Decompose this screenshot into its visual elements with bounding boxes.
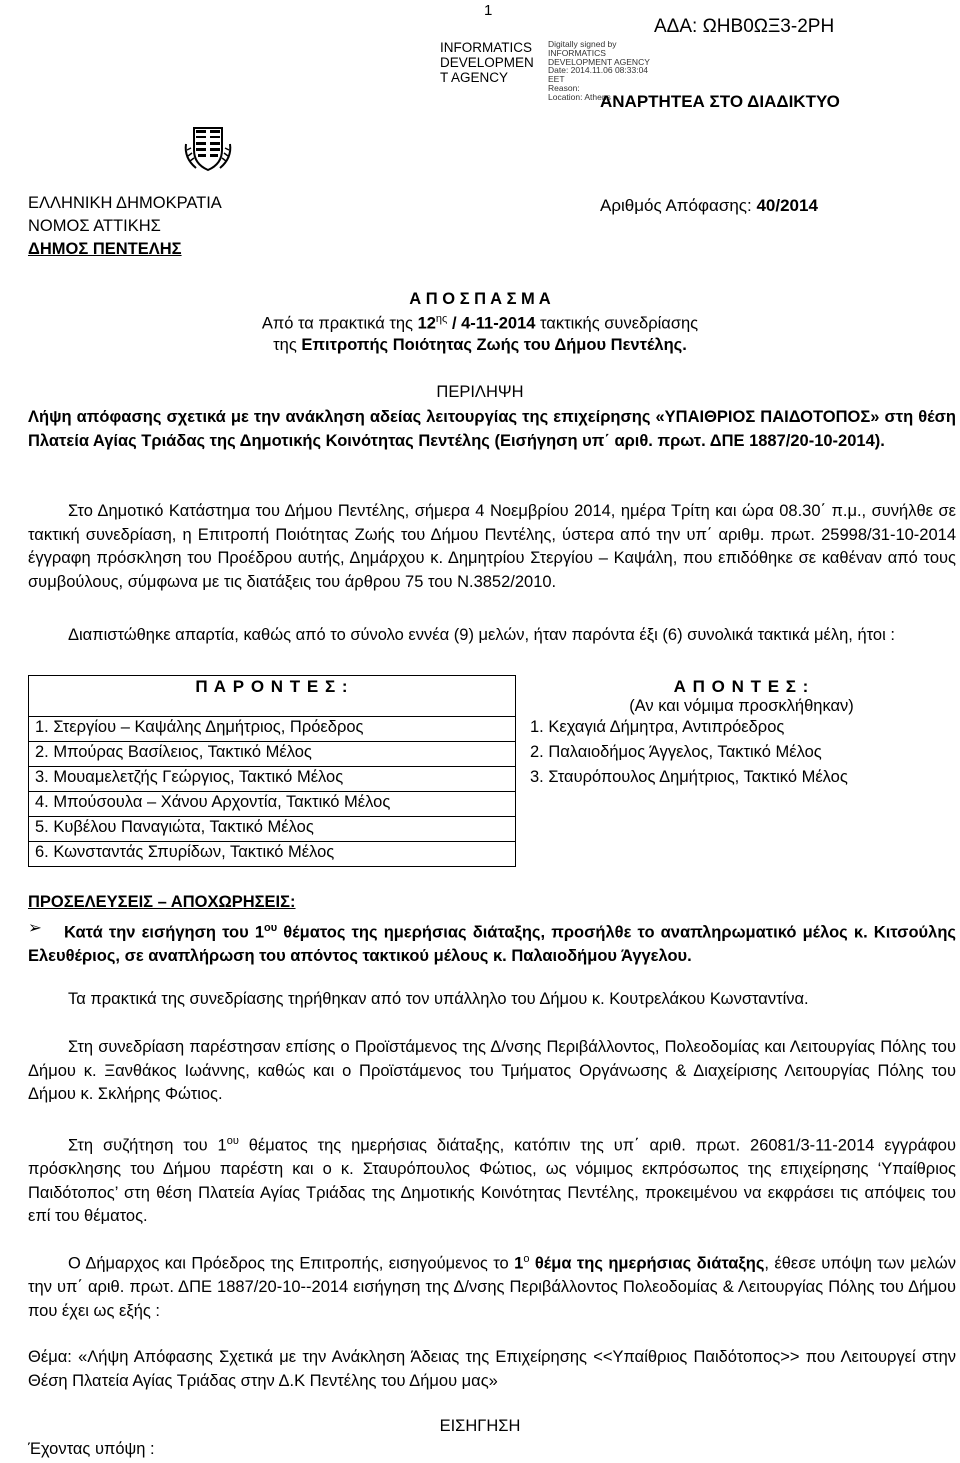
absent-member: 2. Παλαιοδήμος Άγγελος, Τακτικό Μέλος (530, 742, 822, 761)
considering-label: Έχοντας υπόψη : (28, 1440, 155, 1458)
present-also-paragraph: Στη συνεδρίαση παρέστησαν επίσης ο Προϊστάμενος της Δ/νσης Περιβάλλοντος, Πολεοδομίας και Λειτουργίας Πόλης του Δήμου κ. Ξανθάκος Ιωάννης, καθώς και ο Προϊστάμενος του Τμήματος Οργάνωσης & Διαχείρισης Λειτουργίας Πόλης του Δήμου κ. Σκλήρης Φώτιος. (28, 1038, 956, 1103)
decision-number (600, 196, 818, 216)
signature-line: Date: 2014.11.06 08:33:04 (548, 65, 649, 76)
proposal-title: ΕΙΣΗΓΗΣΗ (439, 1417, 521, 1435)
present-header: Π Α Ρ Ο Ν Τ Ε Σ : (29, 676, 516, 717)
extract-line-2 (0, 336, 960, 355)
table-row (29, 767, 960, 792)
table-row (29, 717, 960, 742)
header-prefecture: ΝΟΜΟΣ ΑΤΤΙΚΗΣ (28, 217, 161, 235)
committee-name: Επιτροπής Ποιότητας Ζωής του Δήμου Πεντέλης. (301, 336, 687, 354)
post-notice: ΑΝΑΡΤΗΤΕΑ ΣΤΟ ΔΙΑΔΙΚΤΥΟ (600, 92, 840, 111)
minutes-paragraph: Τα πρακτικά της συνεδρίασης τηρήθηκαν από τον υπάλληλο του Δήμου κ. Κουτρελάκου Κωνσταντίνα. (68, 990, 809, 1008)
intro-paragraph: Στο Δημοτικό Κατάστημα του Δήμου Πεντέλης, σήμερα 4 Νοεμβρίου 2014, ημέρα Τρίτη και ώρα 08.30΄ π.μ., συνήλθε σε τακτική συνεδρίαση, η Επιτροπή Ποιότητας Ζωής του Δήμου Πεντέλης, ύστερα από την υπ΄ αριθμ. πρωτ. 25998/31-10-2014 έγγραφη πρόσκληση του Προέδρου αυτής, Δημάρχου κ. Δημητρίου Στεργίου – Καψάλη, που επιδόθηκε σε καθέναν από τους συμβούλους, σύμφωνα με τις διατάξεις του άρθρου 75 του Ν.3852/2010. (28, 502, 956, 591)
summary-text: Λήψη απόφασης σχετικά με την ανάκληση αδείας λειτουργίας της επιχείρησης «ΥΠΑΙΘΡΙΟΣ ΠΑΙΔΟΤΟΠΟΣ» στη θέση Πλατεία Αγίας Τριάδας της Δημοτικής Κοινότητας Πεντέλης (Εισήγηση υπ΄ αριθ. πρωτ. ΔΠΕ 1887/20-10-2014). (28, 408, 956, 450)
present-member: 6. Κωνσταντάς Σπυρίδων, Τακτικό Μέλος (29, 842, 516, 867)
absent-member: 3. Σταυρόπουλος Δημήτριος, Τακτικό Μέλος (530, 767, 848, 786)
summary-title: ΠΕΡΙΛΗΨΗ (436, 383, 524, 401)
session-sup: ης (435, 313, 448, 325)
absent-member (516, 792, 960, 817)
absent-note: (Αν και νόμιμα προσκλήθηκαν) (629, 696, 854, 715)
present-member: 5. Κυβέλου Παναγιώτα, Τακτικό Μέλος (29, 817, 516, 842)
absent-member: 1. Κεχαγιά Δήμητρα, Αντιπρόεδρος (530, 717, 785, 736)
arrivals-title: ΠΡΟΣΕΛΕΥΣΕΙΣ – ΑΠΟΧΩΡΗΣΕΙΣ: (28, 893, 296, 911)
signature-line: Location: Athens (548, 91, 611, 102)
table-row (29, 792, 960, 817)
header-republic: ΕΛΛΗΝΙΚΗ ΔΗΜΟΚΡΑΤΙΑ (28, 194, 222, 212)
signature-line: Digitally signed by (548, 39, 617, 49)
members-table (28, 675, 960, 867)
extract-line-1 (0, 313, 960, 334)
table-row (29, 842, 960, 867)
arrow-bullet-icon: ➢ (28, 919, 42, 937)
quorum-paragraph: Διαπιστώθηκε απαρτία, καθώς από το σύνολο εννέα (9) μελών, ήταν παρόντα έξι (6) συνολικά τακτικά μέλη, ήτοι : (68, 626, 895, 644)
extract-line-1-text: Από τα πρακτικά της (261, 314, 413, 333)
page-number: 1 (484, 2, 493, 19)
header-municipality: ΔΗΜΟΣ ΠΕΝΤΕΛΗΣ (28, 240, 182, 258)
session-type: τακτικής συνεδρίασης (540, 314, 699, 333)
signature-line: Reason: (548, 82, 580, 93)
session-number: 12 (417, 314, 436, 333)
table-row (29, 742, 960, 767)
absent-member (516, 817, 960, 842)
extract-line-2-text: της (273, 336, 297, 354)
present-member: 2. Μπούρας Βασίλειος, Τακτικό Μέλος (29, 742, 516, 767)
ada-code: ΑΔΑ: ΩΗΒ0ΩΞ3-2ΡΗ (654, 16, 835, 37)
absent-member (516, 842, 960, 867)
decision-label: Αριθμός Απόφασης: (600, 196, 752, 215)
discussion-paragraph: Στη συζήτηση του $1^{o\upsilon}$ θέματος της ημερήσιας διάταξης, κατόπιν της υπ΄ αριθ. πρωτ. 26081/3-11-2014 εγγράφου πρόσκλησης του Δήμου παρέστη και ο κ. Σταυρόπουλος Φώτιος, ως νόμιμος εκπρόσωπος της επιχείρησης ‘Υπαίθριος Παιδότοπος’ στη θέση Πλατεία Αγίας Τριάδας της Δημοτικής Κοινότητας Πεντέλης, προκειμένου να εκφράσει τις απόψεις του επί του θέματος. (28, 1135, 957, 1225)
decision-value: 40/2014 (756, 196, 818, 215)
subject-paragraph: Θέμα: «Λήψη Απόφασης Σχετικά με την Ανάκληση Άδειας της Επιχείρησης <<Υπαίθριος Παιδότοπος>> που Λειτουργεί στην Θέση Πλατεία Αγίας Τριάδας στην Δ.Κ Πεντέλης του Δήμου μας» (28, 1348, 956, 1390)
signature-line: DEVELOPMENT AGENCY (548, 56, 650, 67)
present-member: 4. Μπούσουλα – Χάνου Αρχοντία, Τακτικό Μέλος (29, 792, 516, 817)
arrivals-item: ➢ Κατά την εισήγηση του $1^{o\upsilon}$ θέματος της ημερήσιας διάταξης, προσήλθε το αναπληρωματικό μέλος κ. Κιτσούλης Ελευθέριος, σε αναπλήρωση του απόντος τακτικού μέλους κ. Παλαιοδήμου Άγγελου. (28, 919, 956, 965)
mayor-paragraph: Ο Δήμαρχος και Πρόεδρος της Επιτροπής, εισηγούμενος το $1^o$ θέμα της ημερήσιας διάταξης, έθεσε υπόψη των μελών την υπ΄ αριθ. πρωτ. ΔΠΕ 1887/20-10--2014 εισήγηση της Δ/νσης Περιβάλλοντος Πολεοδομίας & Λειτουργίας Πόλης του Δήμου που έχει ως εξής : (28, 1253, 956, 1320)
signature-line: INFORMATICS (548, 47, 606, 58)
table-header-row (29, 676, 960, 717)
session-date: / 4-11-2014 (451, 314, 536, 333)
signature-organization: INFORMATICS DEVELOPMEN T AGENCY (440, 40, 534, 85)
greek-coat-of-arms-icon (182, 124, 234, 174)
extract-title: Α Π Ο Σ Π Α Σ Μ Α (409, 290, 551, 308)
present-member: 3. Μουαμελετζής Γεώργιος, Τακτικό Μέλος (29, 767, 516, 792)
signature-line: EET (548, 74, 565, 85)
table-row (29, 817, 960, 842)
present-member: 1. Στεργίου – Καψάλης Δημήτριος, Πρόεδρος (29, 717, 516, 742)
absent-header: Α Π Ο Ν Τ Ε Σ : (Αν και νόμιμα προσκλήθηκαν) (516, 676, 960, 717)
